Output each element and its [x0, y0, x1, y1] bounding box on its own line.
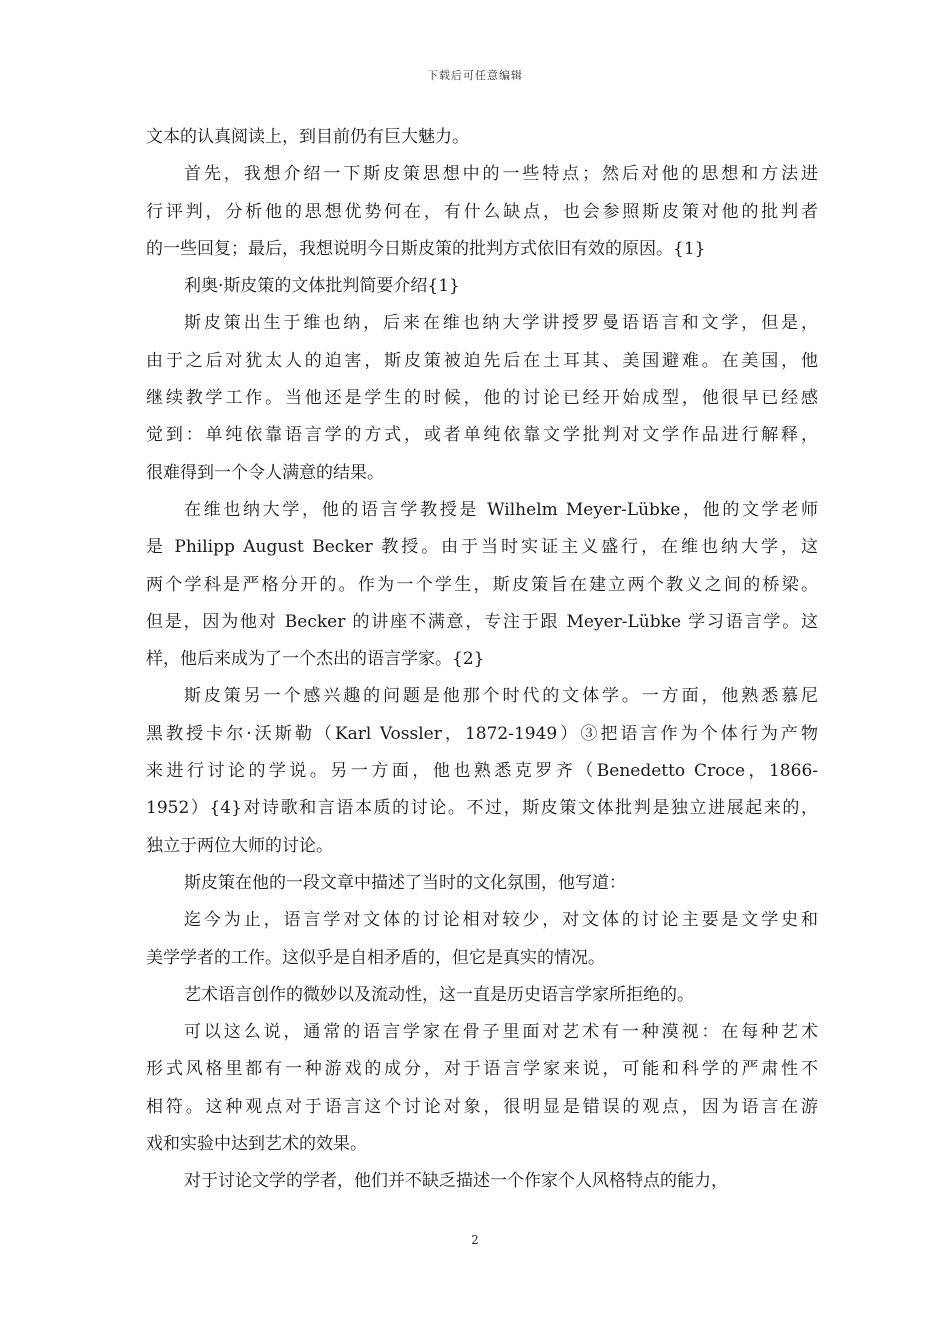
text-line: 可以这么说，通常的语言学家在骨子里面对艺术有一种漠视：在每种艺术: [184, 1022, 818, 1043]
text-line: 对于讨论文学的学者，他们并不缺乏描述一个作家个人风格特点的能力，: [184, 1171, 728, 1192]
text-line: 斯皮策另一个感兴趣的问题是他那个时代的文体学。一方面，他熟悉慕尼: [184, 686, 818, 707]
paragraph: [146, 119, 818, 156]
text-line: 很难得到一个令人满意的结果。: [146, 462, 384, 483]
text-line: 1952）{4}对诗歌和言语本质的讨论。不过，斯皮策文体批判是独立进展起来的，: [146, 798, 818, 819]
paragraph: [146, 1163, 818, 1200]
text-line: 相符。这种观点对于语言这个讨论对象，很明显是错误的观点，因为语言在游: [146, 1096, 818, 1117]
text-line: 迄今为止，语言学对文体的讨论相对较少，对文体的讨论主要是文学史和: [184, 910, 818, 931]
text-line: 戏和实验中达到艺术的效果。: [146, 1134, 367, 1155]
text-line: 由于之后对犹太人的迫害，斯皮策被迫先后在土耳其、美国避难。在美国，他: [146, 350, 818, 371]
text-line: 在维也纳大学，他的语言学教授是 Wilhelm Meyer-Lübke，他的文学老师: [184, 499, 818, 520]
paragraph: [146, 865, 818, 902]
paragraph: [146, 268, 818, 305]
text-line: 美学学者的工作。这似乎是自相矛盾的，但它是真实的情况。: [146, 947, 605, 968]
document-body: [146, 119, 818, 1201]
page-header: 下载后可任意编辑: [427, 69, 523, 82]
paragraph: [146, 1014, 818, 1163]
text-line: 斯皮策出生于维也纳，后来在维也纳大学讲授罗曼语语言和文学，但是，: [184, 313, 818, 334]
text-line: 觉到：单纯依靠语言学的方式，或者单纯依靠文学批判对文学作品进行解释，: [146, 425, 818, 446]
text-line: 艺术语言创作的微妙以及流动性，这一直是历史语言学家所拒绝的。: [184, 984, 694, 1005]
text-line: 但是，因为他对 Becker 的讲座不满意，专注于跟 Meyer-Lübke 学习语言学。这: [146, 611, 818, 632]
page-number: 2: [471, 1233, 479, 1247]
text-line: 首先，我想介绍一下斯皮策思想中的一些特点；然后对他的思想和方法进: [184, 164, 818, 185]
paragraph: [146, 305, 818, 491]
paragraph: [146, 977, 818, 1014]
text-line: 是 Philipp August Becker 教授。由于当时实证主义盛行，在维也纳大学，这: [146, 537, 818, 558]
paragraph: [146, 492, 818, 678]
text-line: 利奥·斯皮策的文体批判简要介绍{1}: [184, 276, 460, 297]
text-line: 斯皮策在他的一段文章中描述了当时的文化氛围，他写道：: [184, 872, 626, 893]
paragraph: [146, 156, 818, 268]
text-line: 来进行讨论的学说。另一方面，他也熟悉克罗齐（Benedetto Croce，1866-: [146, 761, 818, 782]
text-line: 的一些回复；最后，我想说明今日斯皮策的批判方式依旧有效的原因。{1}: [146, 238, 706, 259]
text-line: 两个学科是严格分开的。作为一个学生，斯皮策旨在建立两个教义之间的桥梁。: [146, 574, 818, 595]
text-line: 黑教授卡尔·沃斯勒（Karl Vossler，1872-1949）③把语言作为个体行为产物: [146, 723, 818, 744]
text-line: 行评判，分析他的思想优势何在，有什么缺点，也会参照斯皮策对他的批判者: [146, 201, 818, 222]
text-line: 形式风格里都有一种游戏的成分，对于语言学家来说，可能和科学的严肃性不: [146, 1059, 818, 1080]
paragraph: [146, 902, 818, 977]
text-line: 独立于两位大师的讨论。: [146, 835, 333, 856]
text-line: 文本的认真阅读上，到目前仍有巨大魅力。: [146, 127, 469, 147]
paragraph: [146, 678, 818, 864]
text-line: 继续教学工作。当他还是学生的时候，他的讨论已经开始成型，他很早已经感: [146, 388, 818, 409]
text-line: 样，他后来成为了一个杰出的语言学家。{2}: [146, 649, 485, 670]
